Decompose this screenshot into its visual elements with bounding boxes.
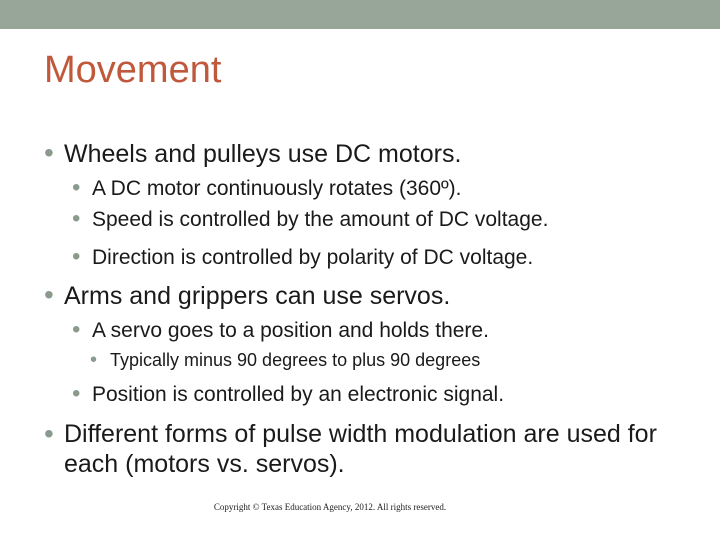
bullet-text: Position is controlled by an electronic signal.: [92, 383, 505, 406]
bullet-level1: [44, 138, 461, 169]
bullet-text: Direction is controlled by polarity of DC voltage.: [92, 246, 534, 269]
bullet-icon: •: [44, 418, 54, 449]
bullet-level1: [44, 280, 450, 311]
bullet-level2: [72, 381, 504, 408]
bullet-text: Typically minus 90 degrees to plus 90 degrees: [110, 350, 481, 370]
bullet-text: Different forms of pulse width modulation are used for each (motors vs. servos).: [64, 420, 657, 478]
bullet-icon: •: [90, 349, 98, 371]
bullet-level2: [72, 175, 462, 202]
bullet-text: Speed is controlled by the amount of DC voltage.: [92, 208, 549, 231]
bullet-icon: •: [44, 279, 54, 310]
bullet-icon: •: [72, 174, 81, 201]
top-accent-bar: [0, 0, 720, 29]
bullet-icon: •: [72, 205, 81, 232]
bullet-text: Wheels and pulleys use DC motors.: [64, 140, 462, 168]
slide-title: Movement: [44, 49, 222, 91]
bullet-text: Arms and grippers can use servos.: [64, 282, 451, 310]
bullet-text: A servo goes to a position and holds there.: [92, 319, 489, 342]
bullet-icon: •: [72, 316, 81, 343]
bullet-level1: [44, 419, 674, 479]
bullet-icon: •: [72, 243, 81, 270]
bullet-text: A DC motor continuously rotates (360º).: [92, 177, 462, 200]
bullet-level2: [72, 206, 548, 233]
bullet-icon: •: [72, 380, 81, 407]
copyright-footer: Copyright © Texas Education Agency, 2012. All rights reserved.: [213, 502, 447, 512]
bullet-icon: •: [44, 137, 54, 168]
bullet-level2: [72, 317, 489, 344]
bullet-level2: [72, 244, 533, 271]
bullet-level3: [90, 349, 480, 371]
